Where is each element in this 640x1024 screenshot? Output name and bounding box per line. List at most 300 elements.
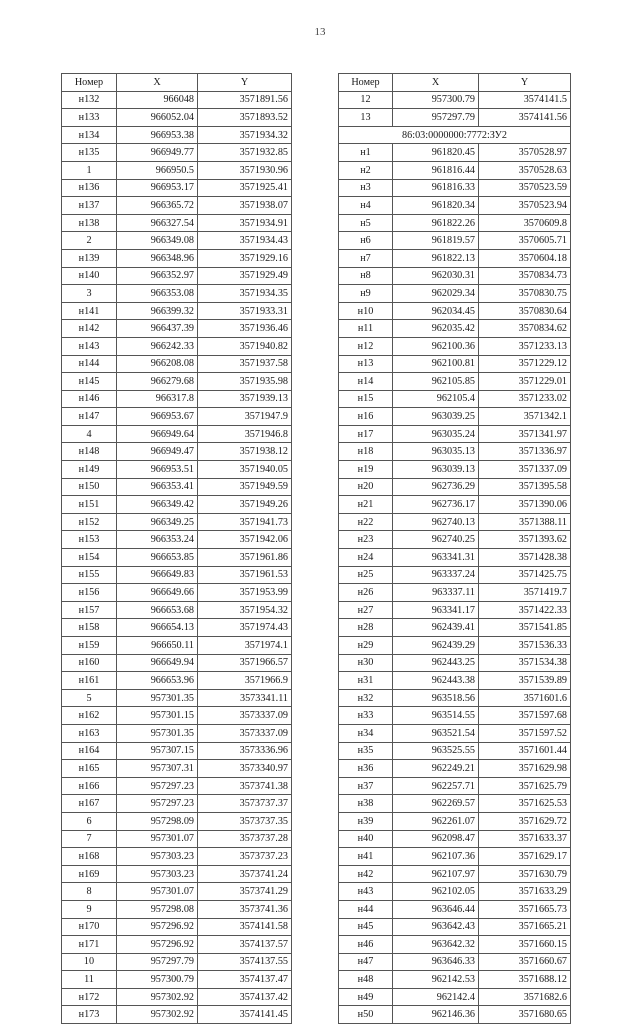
point-number-cell: н31 — [339, 672, 393, 690]
y-coordinate-cell: 3571393.62 — [479, 531, 571, 549]
table-row — [62, 214, 292, 232]
y-coordinate-cell: 3570834.73 — [479, 267, 571, 285]
point-number-cell: 3 — [62, 285, 117, 303]
table-row — [339, 619, 571, 637]
y-coordinate-cell: 3571893.52 — [198, 109, 292, 127]
point-number-cell: н41 — [339, 848, 393, 866]
table-row — [339, 707, 571, 725]
point-number-cell: н168 — [62, 848, 117, 866]
y-coordinate-cell: 3571425.75 — [479, 566, 571, 584]
point-number-cell: н153 — [62, 531, 117, 549]
point-number-cell: н170 — [62, 918, 117, 936]
point-number-cell: н141 — [62, 302, 117, 320]
table-row — [62, 161, 292, 179]
table-row — [339, 830, 571, 848]
y-coordinate-cell: 3571953.99 — [198, 584, 292, 602]
point-number-cell: 11 — [62, 971, 117, 989]
point-number-cell: н47 — [339, 953, 393, 971]
table-row — [62, 918, 292, 936]
point-number-cell: н38 — [339, 795, 393, 813]
y-coordinate-cell: 3571932.85 — [198, 144, 292, 162]
x-coordinate-cell: 957300.79 — [117, 971, 198, 989]
x-coordinate-cell: 957297.23 — [117, 795, 198, 813]
table-row — [339, 795, 571, 813]
point-number-cell: н157 — [62, 601, 117, 619]
page-number: 13 — [314, 26, 326, 38]
y-coordinate-cell: 3573737.37 — [198, 795, 292, 813]
point-number-cell: н39 — [339, 812, 393, 830]
y-coordinate-cell: 3573741.38 — [198, 777, 292, 795]
y-coordinate-cell: 3571682.6 — [479, 988, 571, 1006]
point-number-cell: н3 — [339, 179, 393, 197]
table-row — [339, 109, 571, 127]
x-coordinate-cell: 966953.17 — [117, 179, 198, 197]
column-header-number: Номер — [339, 74, 393, 92]
y-coordinate-cell: 3573737.35 — [198, 812, 292, 830]
x-coordinate-cell: 962740.25 — [393, 531, 479, 549]
y-coordinate-cell: 3571395.58 — [479, 478, 571, 496]
table-row — [62, 373, 292, 391]
point-number-cell: н137 — [62, 197, 117, 215]
point-number-cell: н40 — [339, 830, 393, 848]
x-coordinate-cell: 962261.07 — [393, 812, 479, 830]
y-coordinate-cell: 3571891.56 — [198, 91, 292, 109]
section-label-row — [339, 126, 571, 144]
point-number-cell: н148 — [62, 443, 117, 461]
table-row — [62, 724, 292, 742]
point-number-cell: н44 — [339, 900, 393, 918]
table-row — [339, 971, 571, 989]
cadastral-number-label: 86:03:0000000:7772:ЗУ2 — [339, 126, 571, 144]
point-number-cell: н147 — [62, 408, 117, 426]
x-coordinate-cell: 966353.08 — [117, 285, 198, 303]
x-coordinate-cell: 957301.15 — [117, 707, 198, 725]
x-coordinate-cell: 962740.13 — [393, 513, 479, 531]
table-row — [339, 302, 571, 320]
point-number-cell: н46 — [339, 936, 393, 954]
point-number-cell: н1 — [339, 144, 393, 162]
table-row — [62, 865, 292, 883]
table-row — [339, 373, 571, 391]
y-coordinate-cell: 3571939.13 — [198, 390, 292, 408]
table-row — [62, 425, 292, 443]
point-number-cell: 6 — [62, 812, 117, 830]
table-row — [62, 971, 292, 989]
point-number-cell: н15 — [339, 390, 393, 408]
x-coordinate-cell: 962142.4 — [393, 988, 479, 1006]
table-row — [339, 566, 571, 584]
table-row — [339, 496, 571, 514]
x-coordinate-cell: 966654.13 — [117, 619, 198, 637]
y-coordinate-cell: 3571966.57 — [198, 654, 292, 672]
x-coordinate-cell: 966953.67 — [117, 408, 198, 426]
x-coordinate-cell: 963039.13 — [393, 461, 479, 479]
table-row — [62, 91, 292, 109]
point-number-cell: н30 — [339, 654, 393, 672]
x-coordinate-cell: 963341.17 — [393, 601, 479, 619]
point-number-cell: 4 — [62, 425, 117, 443]
x-coordinate-cell: 963514.55 — [393, 707, 479, 725]
table-row — [339, 355, 571, 373]
point-number-cell: н23 — [339, 531, 393, 549]
x-coordinate-cell: 966317.8 — [117, 390, 198, 408]
table-row — [339, 285, 571, 303]
point-number-cell: н155 — [62, 566, 117, 584]
point-number-cell: н43 — [339, 883, 393, 901]
column-header-y: Y — [198, 74, 292, 92]
table-row — [339, 549, 571, 567]
table-row — [62, 795, 292, 813]
y-coordinate-cell: 3571629.98 — [479, 760, 571, 778]
table-row — [62, 549, 292, 567]
point-number-cell: 12 — [339, 91, 393, 109]
table-row — [62, 267, 292, 285]
point-number-cell: н18 — [339, 443, 393, 461]
point-number-cell: 9 — [62, 900, 117, 918]
table-row — [339, 232, 571, 250]
table-row — [62, 988, 292, 1006]
point-number-cell: н35 — [339, 742, 393, 760]
table-row — [62, 513, 292, 531]
table-row — [62, 830, 292, 848]
y-coordinate-cell: 3574141.56 — [479, 109, 571, 127]
x-coordinate-cell: 966649.94 — [117, 654, 198, 672]
x-coordinate-cell: 962249.21 — [393, 760, 479, 778]
x-coordinate-cell: 966353.24 — [117, 531, 198, 549]
point-number-cell: н161 — [62, 672, 117, 690]
x-coordinate-cell: 966437.39 — [117, 320, 198, 338]
y-coordinate-cell: 3571390.06 — [479, 496, 571, 514]
point-number-cell: 10 — [62, 953, 117, 971]
y-coordinate-cell: 3571233.13 — [479, 337, 571, 355]
point-number-cell: н136 — [62, 179, 117, 197]
y-coordinate-cell: 3571601.6 — [479, 689, 571, 707]
x-coordinate-cell: 966653.85 — [117, 549, 198, 567]
y-coordinate-cell: 3571929.16 — [198, 249, 292, 267]
x-coordinate-cell: 957298.08 — [117, 900, 198, 918]
y-coordinate-cell: 3574137.42 — [198, 988, 292, 1006]
y-coordinate-cell: 3571938.07 — [198, 197, 292, 215]
x-coordinate-cell: 966949.64 — [117, 425, 198, 443]
y-coordinate-cell: 3574137.55 — [198, 953, 292, 971]
point-number-cell: н34 — [339, 724, 393, 742]
x-coordinate-cell: 966649.66 — [117, 584, 198, 602]
point-number-cell: н32 — [339, 689, 393, 707]
table-row — [62, 637, 292, 655]
y-coordinate-cell: 3574141.58 — [198, 918, 292, 936]
x-coordinate-cell: 963039.25 — [393, 408, 479, 426]
y-coordinate-cell: 3571933.31 — [198, 302, 292, 320]
table-row — [339, 724, 571, 742]
table-row — [339, 777, 571, 795]
y-coordinate-cell: 3571954.32 — [198, 601, 292, 619]
table-row — [339, 337, 571, 355]
y-coordinate-cell: 3570604.18 — [479, 249, 571, 267]
point-number-cell: н144 — [62, 355, 117, 373]
table-row — [339, 197, 571, 215]
table-row — [339, 742, 571, 760]
point-number-cell: н42 — [339, 865, 393, 883]
point-number-cell: н164 — [62, 742, 117, 760]
x-coordinate-cell: 962100.36 — [393, 337, 479, 355]
table-row — [62, 531, 292, 549]
point-number-cell: н154 — [62, 549, 117, 567]
table-row — [339, 214, 571, 232]
x-coordinate-cell: 963518.56 — [393, 689, 479, 707]
x-coordinate-cell: 957303.23 — [117, 848, 198, 866]
x-coordinate-cell: 962105.85 — [393, 373, 479, 391]
x-coordinate-cell: 963337.11 — [393, 584, 479, 602]
x-coordinate-cell: 963646.33 — [393, 953, 479, 971]
y-coordinate-cell: 3571388.11 — [479, 513, 571, 531]
x-coordinate-cell: 966349.08 — [117, 232, 198, 250]
table-row — [62, 461, 292, 479]
table-row — [62, 249, 292, 267]
y-coordinate-cell: 3571937.58 — [198, 355, 292, 373]
x-coordinate-cell: 966650.11 — [117, 637, 198, 655]
table-row — [62, 883, 292, 901]
x-coordinate-cell: 962439.29 — [393, 637, 479, 655]
point-number-cell: н145 — [62, 373, 117, 391]
table-row — [62, 320, 292, 338]
x-coordinate-cell: 957301.07 — [117, 883, 198, 901]
table-row — [62, 760, 292, 778]
x-coordinate-cell: 962443.25 — [393, 654, 479, 672]
y-coordinate-cell: 3574141.45 — [198, 1006, 292, 1024]
point-number-cell: н143 — [62, 337, 117, 355]
x-coordinate-cell: 963525.55 — [393, 742, 479, 760]
table-row — [339, 443, 571, 461]
x-coordinate-cell: 961816.33 — [393, 179, 479, 197]
table-row — [62, 742, 292, 760]
x-coordinate-cell: 962257.71 — [393, 777, 479, 795]
y-coordinate-cell: 3570523.59 — [479, 179, 571, 197]
y-coordinate-cell: 3570830.75 — [479, 285, 571, 303]
x-coordinate-cell: 957301.07 — [117, 830, 198, 848]
table-row — [62, 337, 292, 355]
point-number-cell: н151 — [62, 496, 117, 514]
table-row — [62, 179, 292, 197]
y-coordinate-cell: 3573737.28 — [198, 830, 292, 848]
x-coordinate-cell: 963035.13 — [393, 443, 479, 461]
point-number-cell: н156 — [62, 584, 117, 602]
x-coordinate-cell: 961822.13 — [393, 249, 479, 267]
y-coordinate-cell: 3571229.12 — [479, 355, 571, 373]
x-coordinate-cell: 962439.41 — [393, 619, 479, 637]
y-coordinate-cell: 3571949.59 — [198, 478, 292, 496]
y-coordinate-cell: 3571935.98 — [198, 373, 292, 391]
table-row — [339, 689, 571, 707]
x-coordinate-cell: 957296.92 — [117, 936, 198, 954]
table-row — [62, 601, 292, 619]
table-row — [62, 812, 292, 830]
table-row — [339, 478, 571, 496]
x-coordinate-cell: 966649.83 — [117, 566, 198, 584]
y-coordinate-cell: 3571597.52 — [479, 724, 571, 742]
x-coordinate-cell: 966953.38 — [117, 126, 198, 144]
y-coordinate-cell: 3573341.11 — [198, 689, 292, 707]
x-coordinate-cell: 966348.96 — [117, 249, 198, 267]
y-coordinate-cell: 3571630.79 — [479, 865, 571, 883]
table-row — [339, 320, 571, 338]
table-row — [62, 654, 292, 672]
point-number-cell: н36 — [339, 760, 393, 778]
x-coordinate-cell: 962269.57 — [393, 795, 479, 813]
x-coordinate-cell: 962035.42 — [393, 320, 479, 338]
y-coordinate-cell: 3574137.47 — [198, 971, 292, 989]
point-number-cell: н19 — [339, 461, 393, 479]
x-coordinate-cell: 966653.68 — [117, 601, 198, 619]
x-coordinate-cell: 957307.15 — [117, 742, 198, 760]
point-number-cell: н12 — [339, 337, 393, 355]
table-row — [62, 302, 292, 320]
point-number-cell: н138 — [62, 214, 117, 232]
y-coordinate-cell: 3573741.36 — [198, 900, 292, 918]
point-number-cell: н163 — [62, 724, 117, 742]
point-number-cell: 7 — [62, 830, 117, 848]
x-coordinate-cell: 966349.25 — [117, 513, 198, 531]
y-coordinate-cell: 3571625.53 — [479, 795, 571, 813]
point-number-cell: н149 — [62, 461, 117, 479]
point-number-cell: н142 — [62, 320, 117, 338]
point-number-cell: н8 — [339, 267, 393, 285]
point-number-cell: н25 — [339, 566, 393, 584]
x-coordinate-cell: 963521.54 — [393, 724, 479, 742]
point-number-cell: н28 — [339, 619, 393, 637]
table-row — [339, 161, 571, 179]
table-row — [339, 91, 571, 109]
table-row — [339, 584, 571, 602]
point-number-cell: 1 — [62, 161, 117, 179]
y-coordinate-cell: 3573741.29 — [198, 883, 292, 901]
x-coordinate-cell: 966950.5 — [117, 161, 198, 179]
y-coordinate-cell: 3571633.29 — [479, 883, 571, 901]
point-number-cell: н140 — [62, 267, 117, 285]
table-header-row — [339, 74, 571, 92]
x-coordinate-cell: 962102.05 — [393, 883, 479, 901]
y-coordinate-cell: 3571936.46 — [198, 320, 292, 338]
table-row — [62, 126, 292, 144]
point-number-cell: н6 — [339, 232, 393, 250]
x-coordinate-cell: 961820.34 — [393, 197, 479, 215]
table-row — [339, 144, 571, 162]
table-row — [339, 513, 571, 531]
point-number-cell: н33 — [339, 707, 393, 725]
x-coordinate-cell: 957302.92 — [117, 1006, 198, 1024]
y-coordinate-cell: 3571947.9 — [198, 408, 292, 426]
x-coordinate-cell: 962105.4 — [393, 390, 479, 408]
x-coordinate-cell: 966048 — [117, 91, 198, 109]
y-coordinate-cell: 3571233.02 — [479, 390, 571, 408]
table-row — [339, 883, 571, 901]
y-coordinate-cell: 3571974.43 — [198, 619, 292, 637]
x-coordinate-cell: 966653.96 — [117, 672, 198, 690]
point-number-cell: н9 — [339, 285, 393, 303]
x-coordinate-cell: 962100.81 — [393, 355, 479, 373]
y-coordinate-cell: 3571974.1 — [198, 637, 292, 655]
x-coordinate-cell: 966365.72 — [117, 197, 198, 215]
point-number-cell: 2 — [62, 232, 117, 250]
table-row — [339, 812, 571, 830]
x-coordinate-cell: 963646.44 — [393, 900, 479, 918]
point-number-cell: н48 — [339, 971, 393, 989]
y-coordinate-cell: 3571336.97 — [479, 443, 571, 461]
x-coordinate-cell: 963337.24 — [393, 566, 479, 584]
x-coordinate-cell: 957307.31 — [117, 760, 198, 778]
table-row — [339, 760, 571, 778]
y-coordinate-cell: 3570523.94 — [479, 197, 571, 215]
x-coordinate-cell: 962107.36 — [393, 848, 479, 866]
point-number-cell: н4 — [339, 197, 393, 215]
table-row — [339, 637, 571, 655]
x-coordinate-cell: 957297.23 — [117, 777, 198, 795]
point-number-cell: н10 — [339, 302, 393, 320]
point-number-cell: н139 — [62, 249, 117, 267]
table-row — [62, 408, 292, 426]
y-coordinate-cell: 3570528.97 — [479, 144, 571, 162]
table-row — [62, 1006, 292, 1024]
x-coordinate-cell: 962142.53 — [393, 971, 479, 989]
point-number-cell: н133 — [62, 109, 117, 127]
x-coordinate-cell: 957297.79 — [117, 953, 198, 971]
y-coordinate-cell: 3571428.38 — [479, 549, 571, 567]
point-number-cell: н173 — [62, 1006, 117, 1024]
y-coordinate-cell: 3571946.8 — [198, 425, 292, 443]
x-coordinate-cell: 961819.57 — [393, 232, 479, 250]
point-number-cell: н172 — [62, 988, 117, 1006]
x-coordinate-cell: 966953.51 — [117, 461, 198, 479]
point-number-cell: н17 — [339, 425, 393, 443]
point-number-cell: н24 — [339, 549, 393, 567]
table-row — [62, 355, 292, 373]
y-coordinate-cell: 3571665.21 — [479, 918, 571, 936]
table-row — [339, 179, 571, 197]
y-coordinate-cell: 3571341.97 — [479, 425, 571, 443]
point-number-cell: н150 — [62, 478, 117, 496]
x-coordinate-cell: 957296.92 — [117, 918, 198, 936]
x-coordinate-cell: 966352.97 — [117, 267, 198, 285]
y-coordinate-cell: 3571966.9 — [198, 672, 292, 690]
y-coordinate-cell: 3571961.86 — [198, 549, 292, 567]
table-row — [339, 531, 571, 549]
y-coordinate-cell: 3574137.57 — [198, 936, 292, 954]
x-coordinate-cell: 963642.32 — [393, 936, 479, 954]
y-coordinate-cell: 3570609.8 — [479, 214, 571, 232]
y-coordinate-cell: 3573741.24 — [198, 865, 292, 883]
y-coordinate-cell: 3571940.05 — [198, 461, 292, 479]
column-header-x: X — [117, 74, 198, 92]
y-coordinate-cell: 3573340.97 — [198, 760, 292, 778]
y-coordinate-cell: 3571934.43 — [198, 232, 292, 250]
x-coordinate-cell: 961822.26 — [393, 214, 479, 232]
x-coordinate-cell: 966242.33 — [117, 337, 198, 355]
table-row — [62, 689, 292, 707]
point-number-cell: н21 — [339, 496, 393, 514]
table-row — [62, 900, 292, 918]
point-number-cell: н20 — [339, 478, 393, 496]
table-row — [339, 601, 571, 619]
x-coordinate-cell: 962029.34 — [393, 285, 479, 303]
table-row — [62, 496, 292, 514]
x-coordinate-cell: 966399.32 — [117, 302, 198, 320]
table-row — [339, 936, 571, 954]
point-number-cell: 5 — [62, 689, 117, 707]
table-row — [62, 285, 292, 303]
table-row — [339, 249, 571, 267]
y-coordinate-cell: 3571629.17 — [479, 848, 571, 866]
table-row — [339, 461, 571, 479]
point-number-cell: н14 — [339, 373, 393, 391]
